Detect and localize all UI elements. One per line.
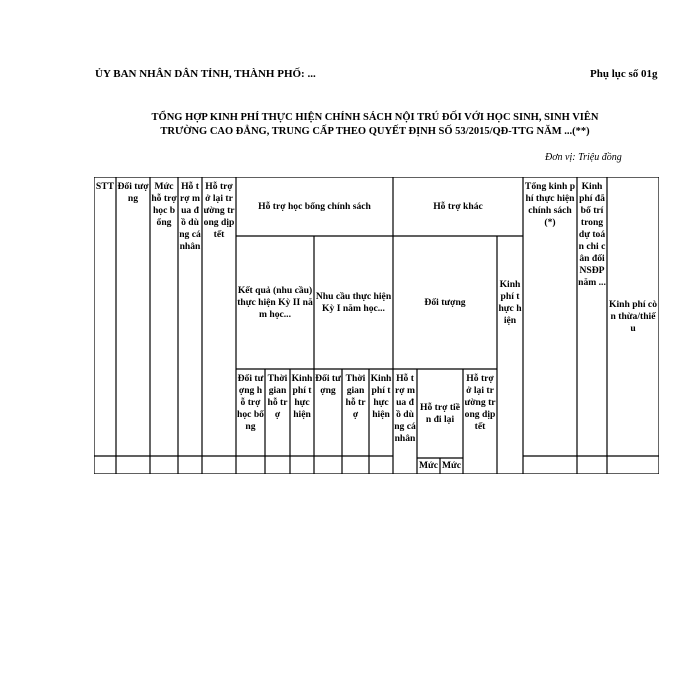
col-kinh-phi-thuc-hien-ky-i: Kinh phí thực hiện	[370, 373, 392, 420]
org-name: ỦY BAN NHÂN DÂN TỈNH, THÀNH PHỐ: ...	[95, 68, 316, 80]
col-kinh-phi-da-bo-tri: Kinh phí đã bố trí trong dự toán chi cân đối NSĐP năm ...	[578, 181, 606, 288]
group-hoc-bong-chinh-sach: Hỗ trợ học bổng chính sách	[258, 200, 371, 212]
annex-number: Phụ lục số 01g	[590, 68, 658, 80]
col-ho-tro-o-lai-truong-2: Hỗ trợ ở lại trường trong dịp tết	[464, 373, 496, 432]
group-ho-tro-khac: Hỗ trợ khác	[433, 200, 483, 212]
currency-unit: Đơn vị: Triệu đồng	[545, 152, 622, 163]
doc-title-line-2: TRƯỜNG CAO ĐẲNG, TRUNG CẤP THEO QUYẾT ĐỊNH SỐ 53/2015/QĐ-TTG NĂM ...(**)	[160, 126, 590, 137]
col-doi-tuong: Đối tượng	[117, 181, 149, 204]
subgroup-ket-qua-ky-ii: Kết quả (nhu cầu) thực hiện Kỳ II năm học...	[237, 284, 313, 320]
col-ho-tro-tien-di-lai: Hỗ trợ tiền đi lại	[420, 401, 460, 425]
col-muc-1: Mức	[418, 460, 439, 471]
col-kinh-phi-con-thua-thieu: Kinh phí còn thừa/thiếu	[609, 298, 657, 334]
col-ho-tro-mua-do-dung-2: Hỗ trợ mua đồ dùng cá nhân	[394, 373, 416, 444]
subgroup-doi-tuong: Đối tượng	[424, 296, 466, 308]
summary-table	[94, 177, 659, 474]
col-stt: STT	[95, 181, 115, 192]
doc-title-line-1: TỔNG HỢP KINH PHÍ THỰC HIỆN CHÍNH SÁCH NỘI TRÚ ĐỐI VỚI HỌC SINH, SINH VIÊN	[151, 112, 599, 123]
col-thoi-gian-ho-tro: Thời gian hỗ trợ	[267, 373, 288, 420]
col-ho-tro-mua-do-dung: Hỗ trợ mua đồ dùng cá nhân	[179, 181, 201, 252]
col-muc-2: Mức	[441, 460, 462, 471]
col-kinh-phi-thuc-hien: Kinh phí thực hiện	[498, 278, 522, 326]
col-kinh-phi-thuc-hien-ky-ii: Kinh phí thực hiện	[291, 373, 313, 420]
col-doi-tuong-ho-tro-hoc-bong: Đối tượng hỗ trợ học bổng	[237, 373, 264, 432]
col-muc-ho-tro-hoc-bong: Mức hỗ trợ học bổng	[151, 181, 177, 228]
col-tong-kinh-phi: Tổng kinh phí thực hiện chính sách (*)	[524, 181, 576, 228]
subgroup-nhu-cau-ky-i: Nhu cầu thực hiện Kỳ I năm học...	[315, 290, 392, 314]
col-thoi-gian-ho-tro-ky-i: Thời gian hỗ trợ	[345, 373, 366, 420]
col-ho-tro-o-lai-truong: Hỗ trợ ở lại trường trong dịp tết	[203, 181, 235, 240]
col-doi-tuong-ky-i: Đối tượng	[315, 373, 341, 396]
